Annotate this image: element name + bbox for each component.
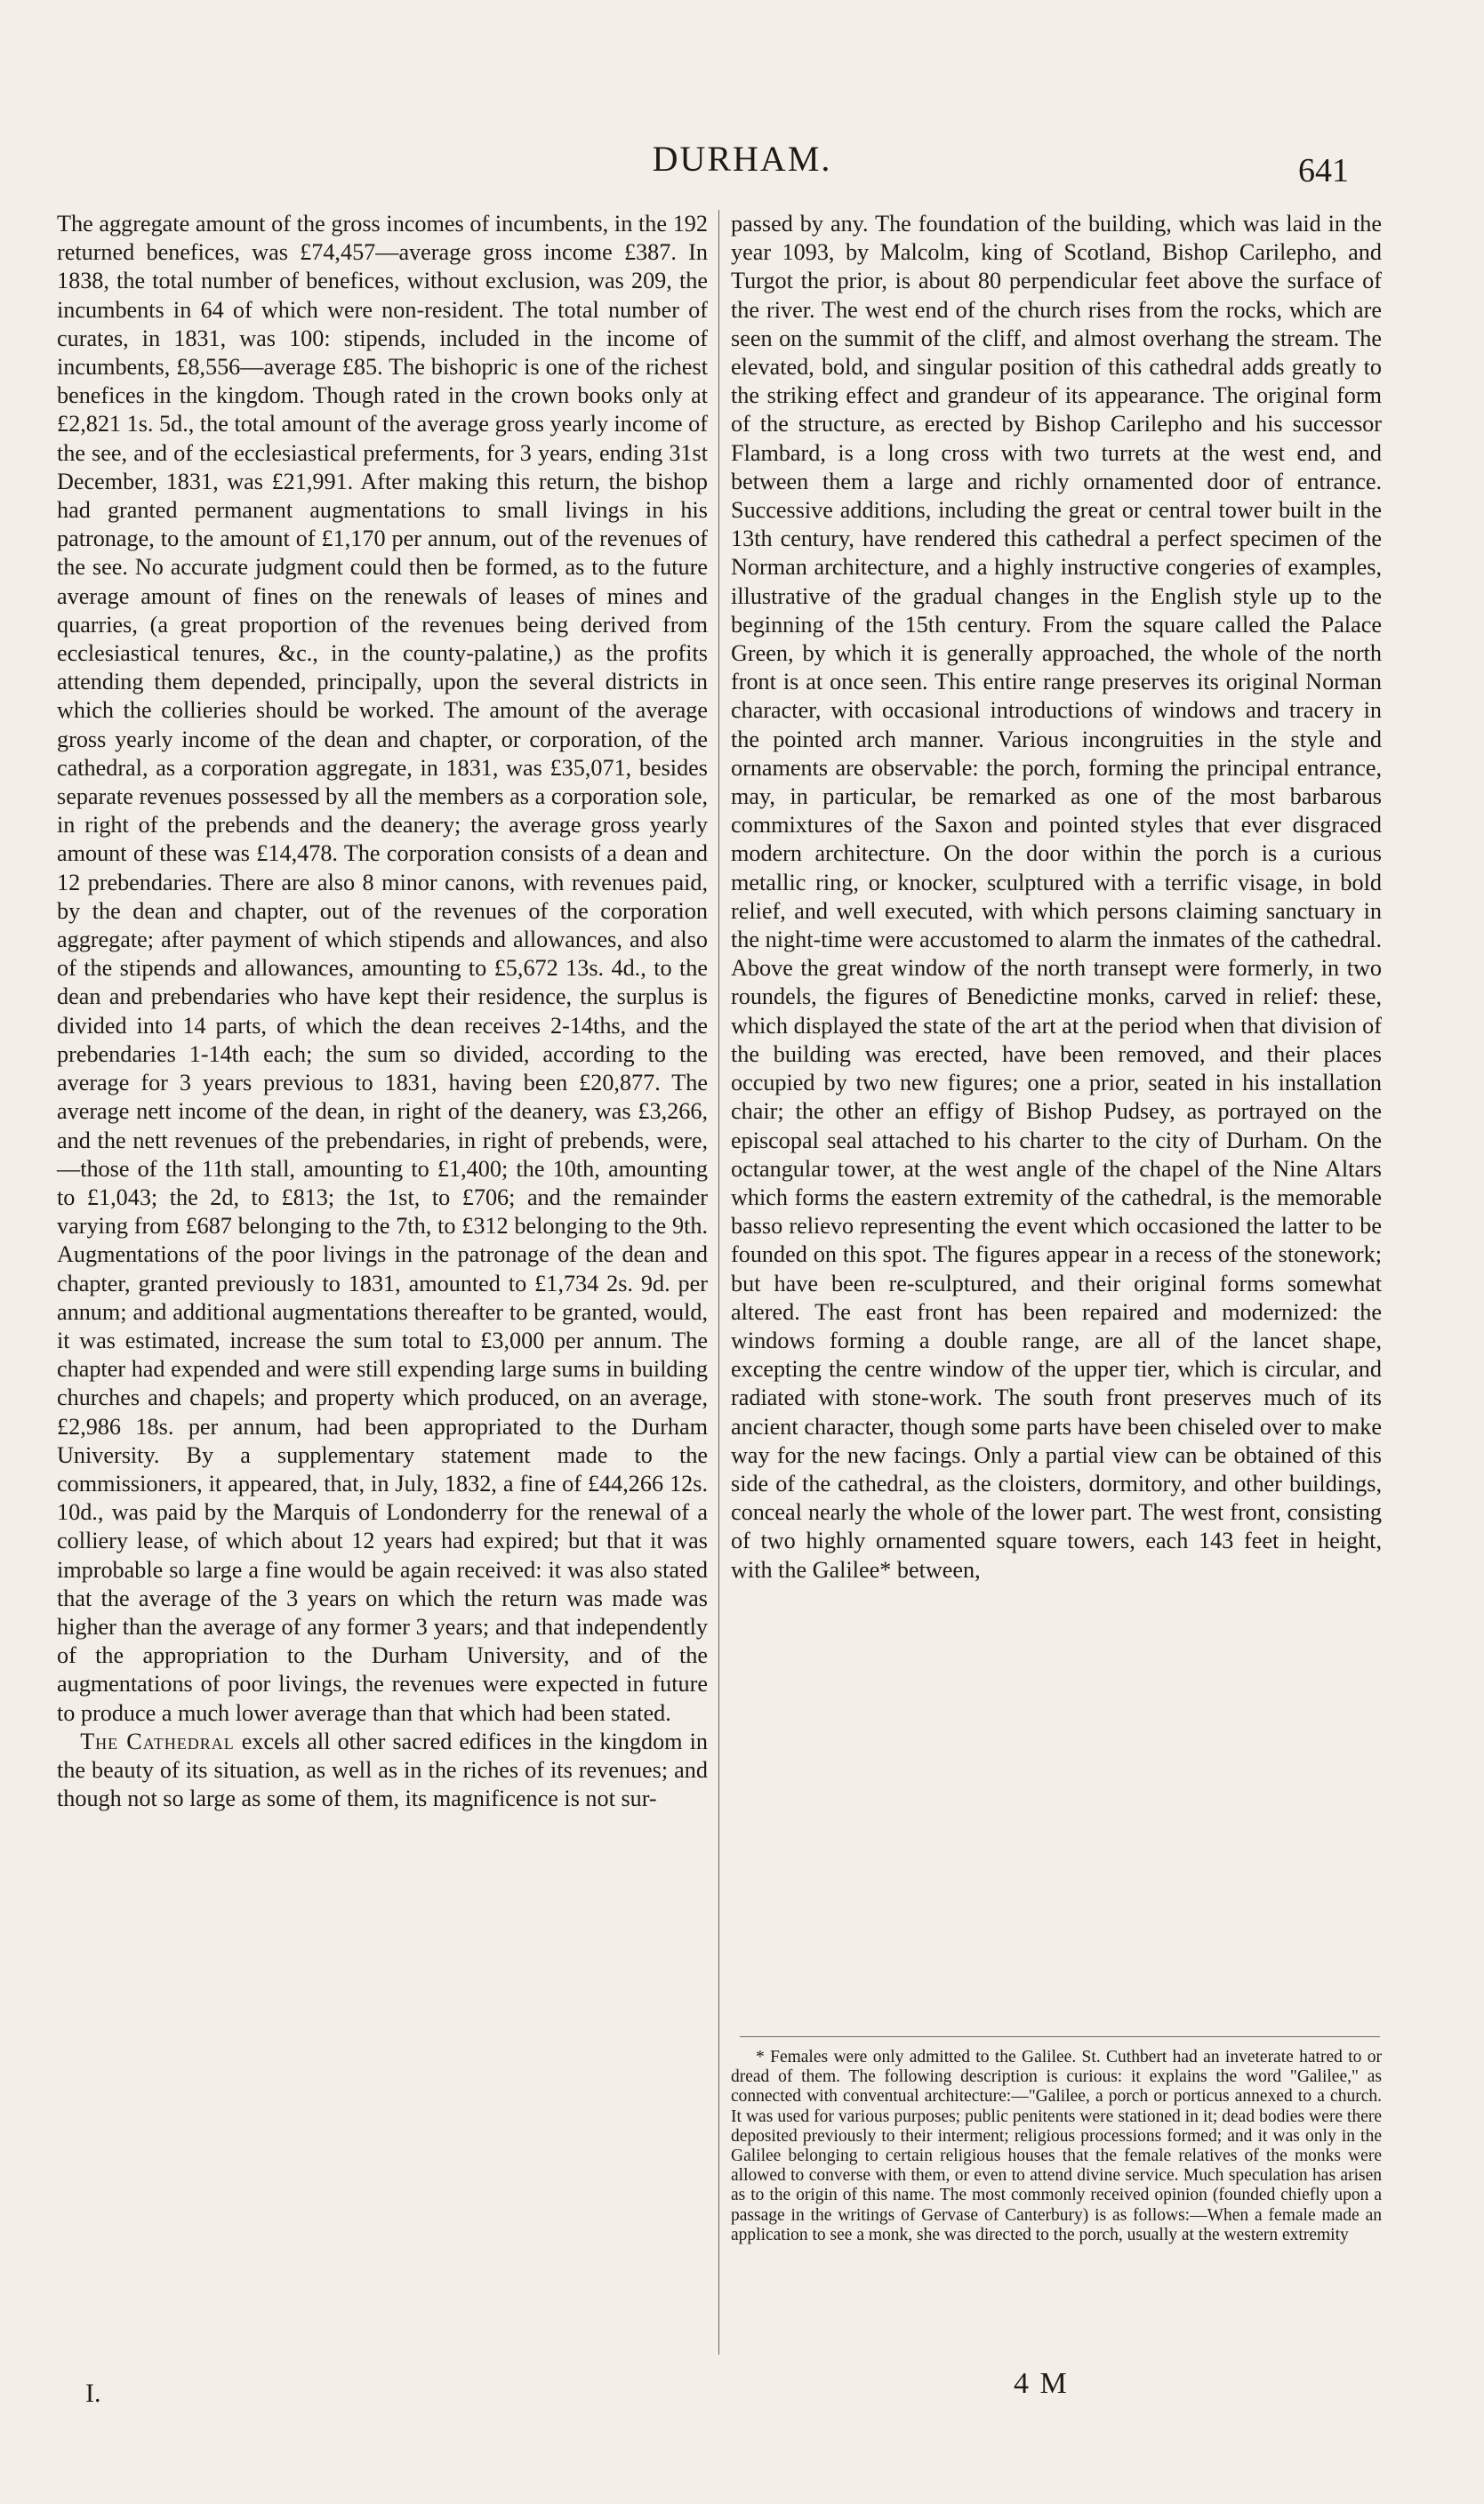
section-text: excels all other sacred edifices in the kingdom in the beauty of its situation, as well as in the riches of its revenues; and though not so large as some of them, its magnificence is not sur-	[57, 1728, 708, 1812]
page-number: 641	[1298, 152, 1349, 189]
right-column	[731, 210, 1382, 1585]
footnote: * Females were only admitted to the Galilee. St. Cuthbert had an inveterate hatred to or dread of them. The following description is curious: it explains the word "Galilee," as connected with conventual architecture:—"Galilee, a porch or porticus annexed to a church. It was used for various purposes; public penitents were stationed in it; dead bodies were there deposited previously to their interment; religious processions formed; and it was only in the Galilee belonging to certain religious houses that the female relatives of the monks were allowed to converse with them, or even to attend divine service. Much speculation has arisen as to the origin of this name. The most commonly received opinion (founded chiefly upon a passage in the writings of Gervase of Canterbury) is as follows:—When a female made an application to see a monk, she was directed to the porch, usually at the western extremity	[731, 2048, 1382, 2244]
volume-signature: I.	[85, 2379, 101, 2408]
page-title: DURHAM.	[652, 139, 832, 179]
body-paragraph: The aggregate amount of the gross incomes of incumbents, in the 192 returned benefices, was £74,457—average gross income £387. In 1838, the total number of benefices, without exclusion, was 209, the incumbents in 64 of which were non-resident. The total number of curates, in 1831, was 100: stipends, included in the income of incumbents, £8,556—average £85. The bishopric is one of the richest benefices in the kingdom. Though rated in the crown books only at £2,821 1s. 5d., the total amount of the average gross yearly income of the see, and of the ecclesiastical preferments, for 3 years, ending 31st December, 1831, was £21,991. After making this return, the bishop had granted permanent augmentations to small livings in his patronage, to the amount of £1,170 per annum, out of the revenues of the see. No accurate judgment could then be formed, as to the future average amount of fines on the renewals of leases of mines and quarries, (a great proportion of the revenues being derived from ecclesiastical tenures, &c., in the county-palatine,) as the profits attending them depended, principally, upon the several districts in which the collieries should be worked. The amount of the average gross yearly income of the dean and chapter, or corporation, of the cathedral, as a corporation aggregate, in 1831, was £35,071, besides separate revenues possessed by all the members as a corporation sole, in right of the prebends and the deanery; the average gross yearly amount of these was £14,478. The corporation consists of a dean and 12 prebendaries. There are also 8 minor canons, with revenues paid, by the dean and chapter, out of the revenues of the corporation aggregate; after payment of which stipends and allowances, and also of the stipends and allowances, amounting to £5,672 13s. 4d., to the dean and prebendaries who have kept their residence, the surplus is divided into 14 parts, of which the dean receives 2-14ths, and the prebendaries 1-14th each; the sum so divided, according to the average for 3 years previous to 1831, having been £20,877. The average nett income of the dean, in right of the deanery, was £3,266, and the nett revenues of the prebendaries, in right of prebends, were,—those of the 11th stall, amounting to £1,400; the 10th, amounting to £1,043; the 2d, to £813; the 1st, to £706; and the remainder varying from £687 belonging to the 7th, to £312 belonging to the 9th. Augmentations of the poor livings in the patronage of the dean and chapter, granted previously to 1831, amounted to £1,734 2s. 9d. per annum; and additional augmentations thereafter to be granted, would, it was estimated, increase the sum total to £3,000 per annum. The chapter had expended and were still expending large sums in building churches and chapels; and property which produced, on an average, £2,986 18s. per annum, had been appropriated to the Durham University. By a supplementary statement made to the commissioners, it appeared, that, in July, 1832, a fine of £44,266 12s. 10d., was paid by the Marquis of Londonderry for the renewal of a colliery lease, of which about 12 years had expired; but that it was improbable so large a fine would be again received: it was also stated that the average of the 3 years on which the return was made was higher than the average of any former 3 years; and that independently of the appropriation to the Durham University, and of the augmentations of poor livings, the revenues were expected in future to produce a much lower average than that which had been stated.	[57, 211, 708, 1726]
left-column	[57, 210, 708, 1813]
gathering-signature: 4 M	[1014, 2367, 1069, 2400]
body-paragraph	[57, 1728, 708, 1814]
footnote-rule	[740, 2036, 1380, 2037]
column-divider	[718, 210, 719, 2355]
section-heading: The Cathedral	[80, 1728, 235, 1754]
body-paragraph: passed by any. The foundation of the building, which was laid in the year 1093, by Malcolm, king of Scotland, Bishop Carilepho, and Turgot the prior, is about 80 perpendicular feet above the surface of the river. The west end of the church rises from the rocks, which are seen on the summit of the cliff, and almost overhang the stream. The elevated, bold, and singular position of this cathedral adds greatly to the striking effect and grandeur of its appearance. The original form of the structure, as erected by Bishop Carilepho and his successor Flambard, is a long cross with two turrets at the west end, and between them a large and richly ornamented door of entrance. Successive additions, including the great or central tower built in the 13th century, have rendered this cathedral a perfect specimen of the Norman architecture, and a highly instructive congeries of examples, illustrative of the gradual changes in the English style up to the beginning of the 15th century. From the square called the Palace Green, by which it is generally approached, the whole of the north front is at once seen. This entire range preserves its original Norman character, with occasional introductions of windows and tracery in the pointed arch manner. Various incongruities in the style and ornaments are observable: the porch, forming the principal entrance, may, in particular, be remarked as one of the most barbarous commixtures of the Saxon and pointed styles that ever disgraced modern architecture. On the door within the porch is a curious metallic ring, or knocker, sculptured with a terrific visage, in bold relief, and well executed, with which persons claiming sanctuary in the night-time were accustomed to alarm the inmates of the cathedral. Above the great window of the north transept were formerly, in two roundels, the figures of Benedictine monks, carved in relief: these, which displayed the state of the art at the period when that division of the building was erected, have been removed, and their places occupied by two new figures; one a prior, seated in his installation chair; the other an effigy of Bishop Pudsey, as portrayed on the episcopal seal attached to his charter to the city of Durham. On the octangular tower, at the west angle of the chapel of the Nine Altars which forms the eastern extremity of the cathedral, is the memorable basso relievo representing the event which occasioned the latter to be founded on this spot. The figures appear in a recess of the stonework; but have been re-sculptured, and their original forms somewhat altered. The east front has been repaired and modernized: the windows forming a double range, are all of the lancet shape, excepting the centre window of the upper tier, which is circular, and radiated with stone-work. The south front preserves much of its ancient character, though some parts have been chiseled over to make way for the new facings. Only a partial view can be obtained of this side of the cathedral, as the cloisters, dormitory, and other buildings, conceal nearly the whole of the lower part. The west front, consisting of two highly ornamented square towers, each 143 feet in height, with the Galilee* between,	[731, 211, 1382, 1583]
